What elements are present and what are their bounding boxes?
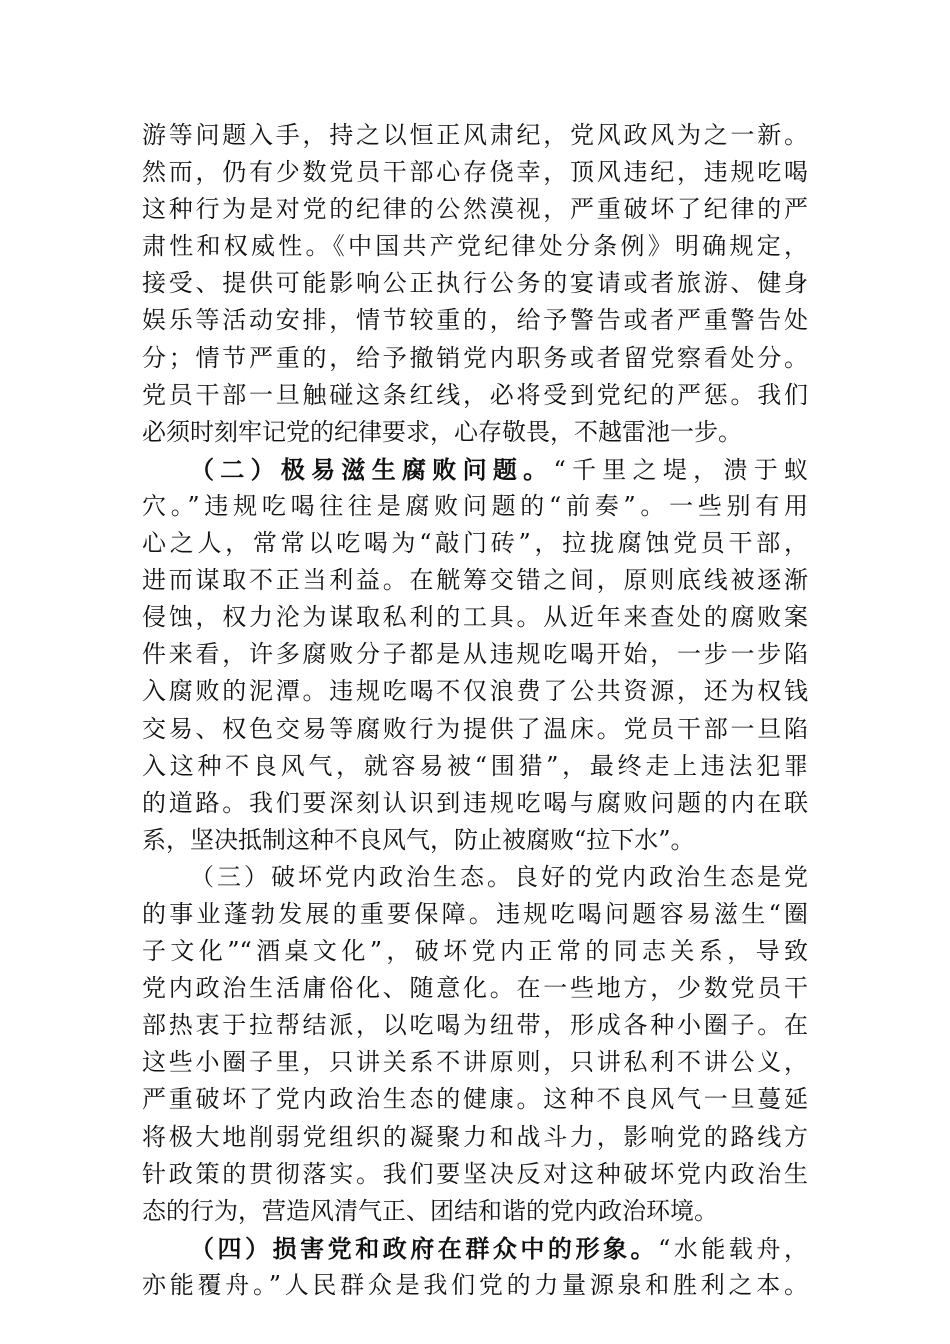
text-line: 穴。”违规吃喝往往是腐败问题的“前奏”。一些别有用 [142, 491, 808, 520]
text-line: 亦能覆舟。”人民群众是我们党的力量源泉和胜利之本。 [142, 1270, 808, 1299]
text-line: 部热衷于拉帮结派，以吃喝为纽带，形成各种小圈子。在 [142, 1011, 808, 1040]
text-line: 接受、提供可能影响公正执行公务的宴请或者旅游、健身 [142, 269, 808, 298]
paragraph [142, 859, 808, 1230]
text-line [142, 451, 808, 488]
text-line: 的道路。我们要深刻认识到违规吃喝与腐败问题的内在联 [142, 788, 808, 817]
text-line: 党内政治生活庸俗化、随意化。在一些地方，少数党员干 [142, 974, 808, 1003]
text-line: 交易、权色交易等腐败行为提供了温床。党员干部一旦陷 [142, 714, 808, 743]
paragraph [142, 451, 808, 859]
text-line: 这些小圈子里，只讲关系不讲原则，只讲私利不讲公义， [142, 1048, 808, 1077]
text-line: 分；情节严重的，给予撤销党内职务或者留党察看处分。 [142, 343, 808, 372]
text-line: 进而谋取不正当利益。在觥筹交错之间，原则底线被逐渐 [142, 566, 808, 595]
section-heading: （二）极易滋生腐败问题。 [190, 454, 554, 484]
text-line: 件来看，许多腐败分子都是从违规吃喝开始，一步一步陷 [142, 640, 808, 669]
text-line: 入这种不良风气，就容易被“围猎”，最终走上违法犯罪 [142, 751, 808, 780]
text-line: 游等问题入手，持之以恒正风肃纪，党风政风为之一新。 [142, 121, 808, 149]
text-line: 然而，仍有少数党员干部心存侥幸，顶风违纪，违规吃喝 [142, 158, 808, 187]
text-span: “千里之堤，溃于蚁 [553, 455, 808, 484]
text-line: 将极大地削弱党组织的凝聚力和战斗力，影响党的路线方 [142, 1122, 808, 1151]
document-page [142, 117, 808, 1304]
paragraph [142, 117, 808, 451]
text-line: 态的行为，营造风清气正、团结和谐的党内政治环境。 [142, 1196, 718, 1225]
section-heading: （四）损害党和政府在群众中的形象。 [190, 1233, 659, 1263]
text-line: 针政策的贯彻落实。我们要坚决反对这种破坏党内政治生 [142, 1159, 808, 1188]
text-span: “水能载舟， [658, 1234, 808, 1263]
text-line: 心之人，常常以吃喝为“敲门砖”，拉拢腐蚀党员干部， [142, 529, 808, 558]
text-line: 必须时刻牢记党的纪律要求，心存敬畏，不越雷池一步。 [142, 417, 742, 446]
text-line [142, 1230, 808, 1267]
text-line: 这种行为是对党的纪律的公然漠视，严重破坏了纪律的严 [142, 195, 808, 224]
text-line: 严重破坏了党内政治生态的健康。这种不良风气一旦蔓延 [142, 1085, 808, 1114]
paragraph [142, 1230, 808, 1304]
text-line [142, 859, 808, 896]
text-line: 入腐败的泥潭。违规吃喝不仅浪费了公共资源，还为权钱 [142, 677, 808, 706]
text-line: 娱乐等活动安排，情节较重的，给予警告或者严重警告处 [142, 306, 808, 335]
text-line: 子文化”“酒桌文化”，破坏党内正常的同志关系，导致 [142, 937, 808, 966]
text-line: 系，坚决抵制这种不良风气，防止被腐败“拉下水”。 [142, 825, 695, 854]
section-heading: （三）破坏党内政治生态。 [190, 862, 514, 891]
text-span: 良好的党内政治生态是党 [514, 862, 808, 891]
text-line: 侵蚀，权力沦为谋取私利的工具。从近年来查处的腐败案 [142, 603, 808, 632]
text-line: 肃性和权威性。《中国共产党纪律处分条例》明确规定， [142, 232, 808, 261]
text-line: 党员干部一旦触碰这条红线，必将受到党纪的严惩。我们 [142, 380, 808, 409]
text-line: 的事业蓬勃发展的重要保障。违规吃喝问题容易滋生“圈 [142, 899, 808, 928]
